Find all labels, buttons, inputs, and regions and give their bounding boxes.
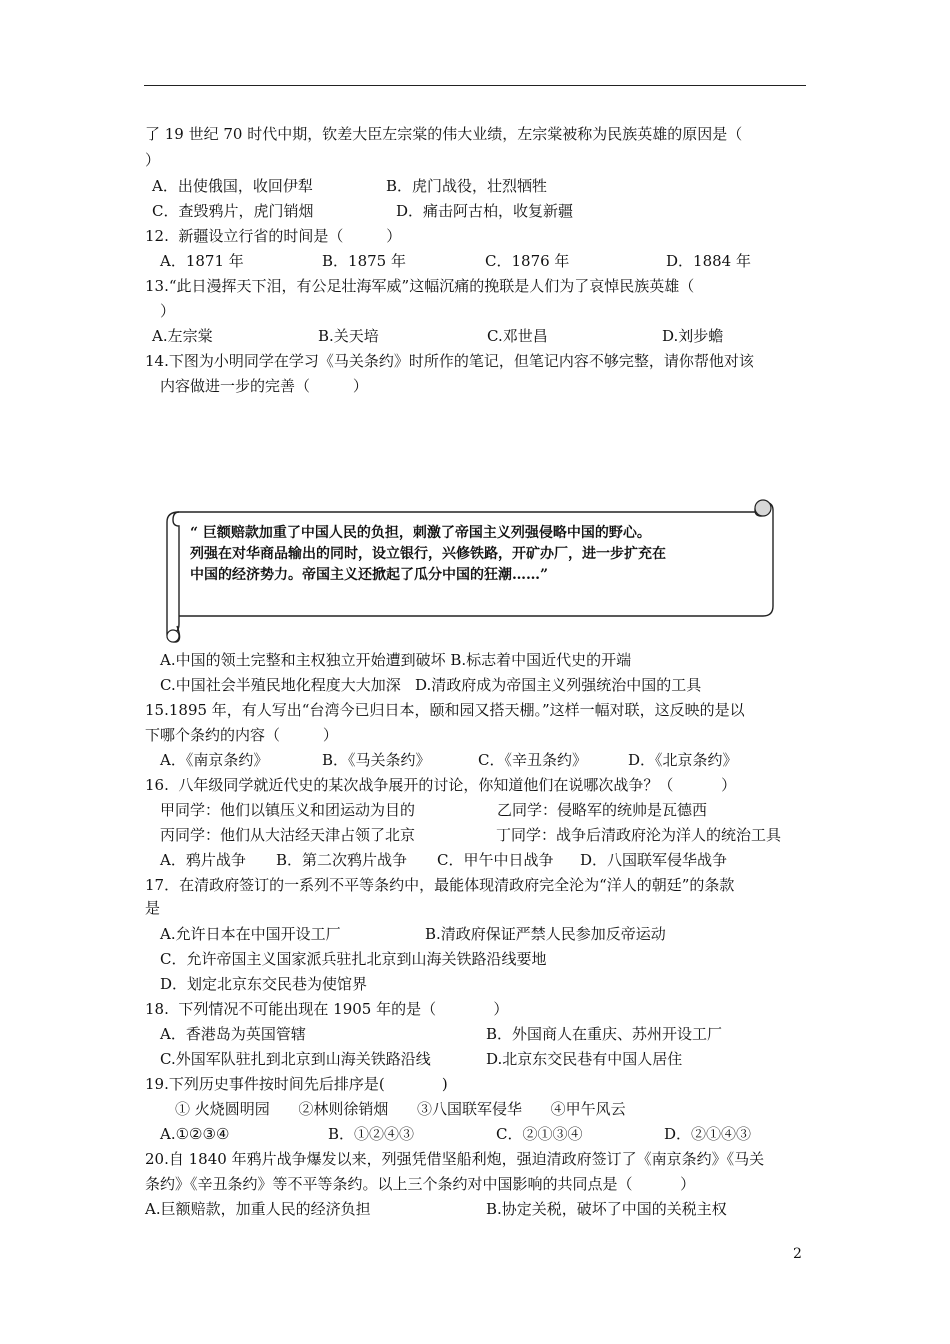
q16-option-d: D．八国联军侵华战争 bbox=[580, 851, 728, 869]
q12-option-a: A．1871 年 bbox=[160, 252, 244, 270]
q17-stem-line1: 17．在清政府签订的一系列不平等条约中，最能体现清政府完全沦为“洋人的朝廷”的条款 bbox=[145, 876, 735, 894]
q17-stem-line2: 是 bbox=[145, 899, 161, 917]
q16-option-a: A．鸦片战争 bbox=[160, 851, 246, 869]
q14-stem-line1: 14.下图为小明同学在学习《马关条约》时所作的笔记，但笔记内容不够完整，请你帮他对该 bbox=[145, 352, 754, 370]
q12-stem: 12. 新疆设立行省的时间是（ ） bbox=[145, 227, 402, 245]
q13-option-b: B.关天培 bbox=[318, 327, 379, 345]
q11-option-b: B．虎门战役，壮烈牺牲 bbox=[386, 177, 548, 195]
q11-option-d: D．痛击阿古柏，收复新疆 bbox=[396, 202, 574, 220]
q15-option-b: B．《马关条约》 bbox=[322, 751, 431, 769]
q14-stem-line2: 内容做进一步的完善（ ） bbox=[160, 377, 368, 395]
q14-options-ab: A.中国的领土完整和主权独立开始遭到破坏 B.标志着中国近代史的开端 bbox=[160, 651, 632, 669]
q13-stem-line2: ） bbox=[160, 302, 176, 320]
q16-student-b: 乙同学：侵略军的统帅是瓦德西 bbox=[497, 801, 708, 819]
q16-option-b: B．第二次鸦片战争 bbox=[276, 851, 408, 869]
q13-stem-line1: 13.“此日漫挥天下泪，有公足壮海军威”这幅沉痛的挽联是人们为了哀悼民族英雄（ bbox=[145, 277, 695, 295]
q19-stem: 19.下列历史事件按时间先后排序是( ) bbox=[145, 1075, 448, 1093]
q18-option-a: A．香港岛为英国管辖 bbox=[160, 1025, 306, 1043]
note-line-2: 列强在对华商品输出的同时，设立银行，兴修铁路，开矿办厂，进一步扩充在 bbox=[190, 546, 666, 562]
q12-option-c: C．1876 年 bbox=[485, 252, 570, 270]
q16-student-d: 丁同学：战争后清政府沦为洋人的统治工具 bbox=[496, 826, 782, 844]
note-line-3: 中国的经济势力。帝国主义还掀起了瓜分中国的狂潮……” bbox=[190, 567, 549, 583]
q15-stem-line2: 下哪个条约的内容（ ） bbox=[145, 726, 338, 744]
q20-stem-line1: 20.自 1840 年鸦片战争爆发以来，列强凭借坚船利炮，强迫清政府签订了《南京条约》《马关 bbox=[145, 1150, 765, 1168]
q19-option-d: D．②①④③ bbox=[664, 1125, 752, 1143]
q15-option-d: D．《北京条约》 bbox=[628, 751, 738, 769]
q13-option-a: A.左宗棠 bbox=[152, 327, 213, 345]
q18-stem: 18. 下列情况不可能出现在 1905 年的是（ ） bbox=[145, 1000, 509, 1018]
q15-stem-line1: 15.1895 年，有人写出“台湾今已归日本，颐和园又搭天棚。”这样一幅对联，这反映的是以 bbox=[145, 701, 745, 719]
page-number: 2 bbox=[793, 1246, 802, 1262]
q18-option-b: B．外国商人在重庆、苏州开设工厂 bbox=[486, 1025, 723, 1043]
q15-option-a: A．《南京条约》 bbox=[160, 751, 269, 769]
q20-option-a: A.巨额赔款，加重人民的经济负担 bbox=[145, 1200, 371, 1218]
q11-stem-line2: ） bbox=[145, 151, 161, 169]
q13-option-c: C.邓世昌 bbox=[487, 327, 548, 345]
q16-stem: 16. 八年级同学就近代史的某次战争展开的讨论，你知道他们在说哪次战争？（ ） bbox=[145, 776, 737, 794]
q17-option-b: B.清政府保证严禁人民参加反帝运动 bbox=[425, 925, 666, 943]
q13-option-d: D.刘步蟾 bbox=[662, 327, 724, 345]
header-rule bbox=[144, 85, 806, 86]
q18-option-c: C.外国军队驻扎到北京到山海关铁路沿线 bbox=[160, 1050, 431, 1068]
q12-option-b: B．1875 年 bbox=[322, 252, 406, 270]
note-line-1: “ 巨额赔款加重了中国人民的负担，刺激了帝国主义列强侵略中国的野心。 bbox=[190, 525, 651, 541]
q16-student-a: 甲同学：他们以镇压义和团运动为目的 bbox=[160, 801, 416, 819]
q17-option-a: A.允许日本在中国开设工厂 bbox=[160, 925, 341, 943]
q17-option-d: D．划定北京东交民巷为使馆界 bbox=[160, 975, 368, 993]
q17-option-c: C．允许帝国主义国家派兵驻扎北京到山海关铁路沿线要地 bbox=[160, 950, 547, 968]
q19-events: ① 火烧圆明园 ②林则徐销烟 ③八国联军侵华 ④甲午风云 bbox=[175, 1100, 626, 1118]
q20-stem-line2: 条约》《辛丑条约》等不平等条约。以上三个条约对中国影响的共同点是（ ） bbox=[145, 1175, 696, 1193]
q19-option-b: B．①②④③ bbox=[328, 1125, 415, 1143]
q14-options-cd: C.中国社会半殖民地化程度大大加深 D.清政府成为帝国主义列强统治中国的工具 bbox=[160, 676, 702, 694]
q19-option-a: A.①②③④ bbox=[160, 1125, 230, 1143]
q11-option-c: C．查毁鸦片，虎门销烟 bbox=[152, 202, 314, 220]
q19-option-c: C．②①③④ bbox=[496, 1125, 583, 1143]
q18-option-d: D.北京东交民巷有中国人居住 bbox=[486, 1050, 683, 1068]
q16-student-c: 丙同学：他们从大沽经天津占领了北京 bbox=[160, 826, 416, 844]
q11-stem-line1: 了 19 世纪 70 时代中期，钦差大臣左宗棠的伟大业绩，左宗棠被称为民族英雄的原因是（ bbox=[145, 125, 743, 143]
q20-option-b: B.协定关税，破坏了中国的关税主权 bbox=[486, 1200, 727, 1218]
q11-option-a: A．出使俄国，收回伊犁 bbox=[152, 177, 313, 195]
q12-option-d: D．1884 年 bbox=[666, 252, 751, 270]
q16-option-c: C．甲午中日战争 bbox=[437, 851, 554, 869]
q15-option-c: C．《辛丑条约》 bbox=[478, 751, 587, 769]
